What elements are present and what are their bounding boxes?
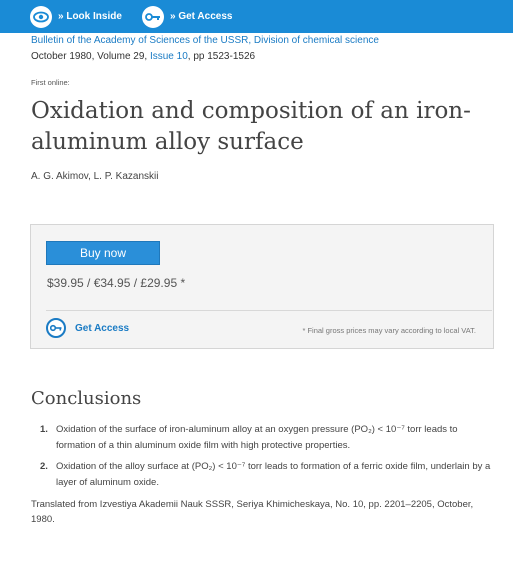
translation-note: Translated from Izvestiya Akademii Nauk SSSR, Seriya Khimicheskaya, No. 10, pp. 2201–2205, October, 1980. xyxy=(31,499,474,525)
top-action-bar xyxy=(0,0,513,33)
get-access-top-label: » Get Access xyxy=(170,11,233,22)
journal-link[interactable] xyxy=(31,35,379,46)
divider xyxy=(46,310,492,311)
look-inside-button[interactable] xyxy=(30,0,122,33)
vat-note: * Final gross prices may vary according to local VAT. xyxy=(302,326,476,335)
page-range: , pp 1523-1526 xyxy=(187,51,256,62)
conclusions-list xyxy=(40,422,500,496)
eye-icon xyxy=(30,6,52,28)
conclusions-heading: Conclusions xyxy=(31,388,142,409)
item-number: 1. xyxy=(40,424,48,435)
article-title: Oxidation and composition of an iron-aluminum alloy surface xyxy=(31,98,471,155)
purchase-box xyxy=(30,224,494,349)
price-list: $39.95 / €34.95 / £29.95 * xyxy=(47,276,186,290)
date-volume: October 1980, Volume 29, xyxy=(31,51,148,62)
look-inside-label: » Look Inside xyxy=(58,11,122,22)
first-online-label: First online: xyxy=(31,78,70,87)
key-icon xyxy=(46,318,66,338)
author-separator: , xyxy=(88,171,91,182)
citation-line xyxy=(31,51,255,62)
author-link[interactable]: A. G. Akimov xyxy=(31,171,89,182)
authors xyxy=(31,171,158,182)
key-icon xyxy=(142,6,164,28)
item-text: Oxidation of the alloy surface at (PO₂) < 10⁻⁷ torr leads to formation of a ferric oxide film, underlain by a layer of aluminum oxide. xyxy=(56,461,491,488)
item-text: Oxidation of the surface of iron-aluminum alloy at an oxygen pressure (PO₂) < 10⁻⁷ torr leads to formation of a thin aluminum oxide film with high protective properties. xyxy=(56,424,458,451)
buy-now-button[interactable]: Buy now xyxy=(46,241,160,265)
list-item xyxy=(40,422,500,454)
get-access-label: Get Access xyxy=(75,322,130,334)
item-number: 2. xyxy=(40,461,48,472)
get-access-top-button[interactable] xyxy=(142,0,232,33)
author-link[interactable]: L. P. Kazanskii xyxy=(93,171,159,182)
issue-link[interactable]: Issue 10 xyxy=(149,51,188,62)
journal-name[interactable]: Bulletin of the Academy of Sciences of the USSR, Division of chemical science xyxy=(31,35,379,46)
list-item xyxy=(40,459,500,491)
get-access-button[interactable] xyxy=(46,318,129,338)
